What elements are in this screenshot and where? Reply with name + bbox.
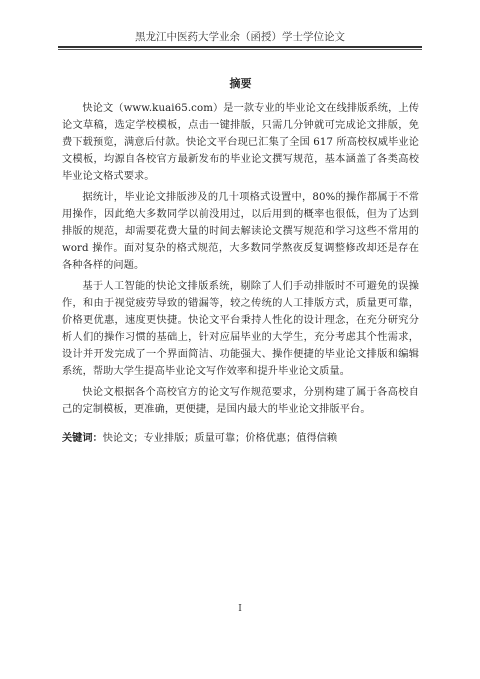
abstract-paragraph-1: 快论文（www.kuai65.com）是一款专业的毕业论文在线排版系统，上传论文草稿，选定学校模板，点击一键排版，只需几分钟就可完成论文排版，免费下载预览，满意后付款。快论文平台现已汇集了全国 617 所高校权威毕业论文模板，均源自各校官方最新发布的毕业论文撰写规范，基本涵盖了各类高校毕业论文格式要求。 xyxy=(62,103,419,182)
abstract-paragraph-2: 据统计，毕业论文排版涉及的几十项格式设置中，80%的操作都属于不常用操作，因此绝大多数同学以前没用过，以后用到的概率也很低，但为了达到排版的规范，却需要花费大量的时间去解读论文撰写规范和学习这些不常用的 word 操作。面对复杂的格式规范，大多数同学熬夜反复调整修改却还是存在各种各样的问题。 xyxy=(62,192,419,271)
keywords-text: 快论文；专业排版；质量可靠；价格优惠；值得信赖 xyxy=(102,433,338,444)
keywords-label: 关键词： xyxy=(62,433,103,444)
header-rule xyxy=(58,46,422,48)
running-header: 黑龙江中医药大学业余（函授）学士学位论文 xyxy=(135,31,345,43)
abstract-paragraph-3: 基于人工智能的快论文排版系统，剔除了人们手动排版时不可避免的误操作，和由于视觉疲劳导致的错漏等，较之传统的人工排版方式，质量更可靠，价格更优惠，速度更快捷。快论文平台秉持人性化的设计理念，在充分研究分析人们的操作习惯的基础上，针对应届毕业的大学生，充分考虑其个性需求，设计并开发完成了一个界面简洁、功能强大、操作便捷的毕业论文排版和编辑系统，帮助大学生提高毕业论文写作效率和提升毕业论文质量。 xyxy=(62,281,419,377)
abstract-heading: 摘要 xyxy=(229,77,252,90)
header-rule-thin xyxy=(58,49,422,50)
abstract-paragraph-4: 快论文根据各个高校官方的论文写作规范要求，分别构建了属于各高校自己的定制模板，更准确，更便捷，是国内最大的毕业论文排版平台。 xyxy=(62,387,419,415)
abstract-section xyxy=(62,76,419,447)
page-number: I xyxy=(238,604,242,614)
keywords-line xyxy=(62,430,419,447)
